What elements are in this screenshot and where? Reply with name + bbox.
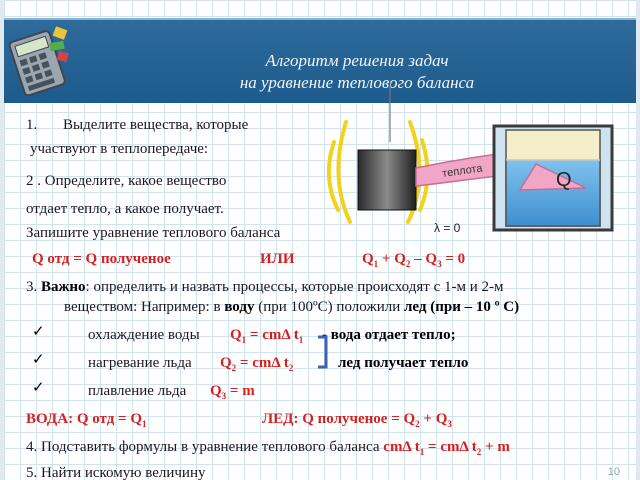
process-cooling-water: охлаждение воды — [88, 327, 200, 343]
important-label: Важно — [41, 279, 86, 295]
title-line-1: Алгоритм решения задач — [265, 51, 449, 70]
calculator-icon — [6, 22, 76, 96]
check-icon: ✓ — [32, 322, 45, 340]
heat-arrow-label: теплота — [441, 162, 484, 180]
equation-right: $Q_1 + Q_2 - Q_3 = 0$ — [362, 251, 466, 269]
brace-icon — [314, 335, 334, 369]
ice-balance: ЛЕД: Q полученое = $Q_2 + Q_3$ — [262, 411, 452, 429]
water-balance: ВОДА: Q отд = $Q_1$ — [26, 411, 147, 429]
page-number: 10 — [607, 466, 620, 478]
slide — [4, 0, 636, 480]
step4-formula: cmΔ $t_1 = cm\Delta$ $t_2 + m$ — [383, 439, 510, 457]
q-label: Q — [556, 169, 572, 191]
step1-line2: участвуют в теплопередаче: — [30, 141, 209, 157]
heat-transfer-illustration — [324, 82, 624, 232]
equation-or: ИЛИ — [260, 251, 295, 267]
process-heating-ice: нагревание льда — [88, 355, 192, 371]
metal-body — [358, 150, 416, 210]
title-line-2: на уравнение теплового баланса — [239, 73, 475, 92]
check-icon: ✓ — [32, 350, 45, 368]
water — [506, 160, 600, 226]
formula-q3: $Q_3 = m$ — [210, 383, 255, 401]
note-water-gives-heat: - вода отдает тепло; — [322, 327, 456, 343]
step3-line1: 3. Важно: определить и назвать процессы, которые происходят с 1-м и 2-м — [26, 279, 504, 295]
check-icon: ✓ — [32, 378, 45, 396]
step1-number: 1. — [26, 117, 38, 133]
step2-line3: Запишите уравнение теплового баланса — [26, 225, 281, 241]
equation-left: Q отд = Q полученое — [32, 251, 171, 267]
process-melting-ice: плавление льда — [88, 383, 187, 399]
note-ice-gets-heat: лед получает тепло — [338, 355, 469, 371]
step4: 4. Подставить формулы в уравнение теплового баланса cmΔ $t_1 = cm\Delta$ $t_2 + m$ — [26, 439, 510, 457]
step1-line1 — [26, 116, 248, 134]
step1-text: Выделите вещества, которые — [63, 117, 249, 133]
formula-q1: $Q_1 = cm\Delta$ $t_1$ — [230, 327, 304, 345]
formula-q2: $Q_2 = cm\Delta$ $t_2$ — [220, 355, 294, 373]
lambda-label: λ = 0 — [434, 221, 461, 232]
step2-line2: отдает тепло, а какое получает. — [26, 201, 224, 217]
step2-line1: 2 . Определите, какое вещество — [26, 173, 227, 189]
step5: 5. Найти искомую величину — [26, 465, 206, 480]
step3-line2: веществом: Например: в воду (при 100ºС) положили лед (при – 10 º С) — [64, 299, 520, 315]
